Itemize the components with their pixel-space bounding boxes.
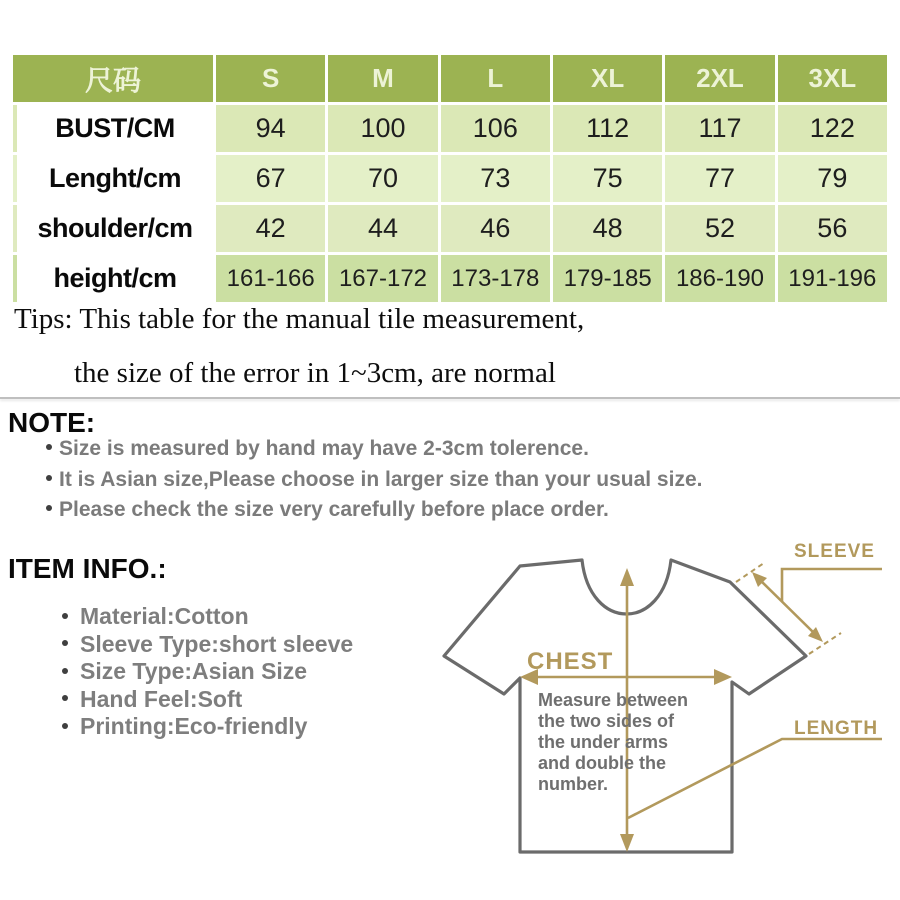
bullet-icon	[62, 640, 68, 646]
value-cell: 46	[441, 205, 550, 252]
size-label-header-cell: 尺码	[13, 55, 213, 102]
list-item-text: Printing:Eco-friendly	[80, 713, 308, 739]
note-list	[46, 437, 702, 529]
size-header-cell: 2XL	[665, 55, 774, 102]
measure-note-line: the under arms	[538, 732, 669, 752]
value-cell: 79	[778, 155, 887, 202]
size-header-cell: 3XL	[778, 55, 887, 102]
measure-note-line: and double the	[538, 753, 666, 773]
measure-note-line: number.	[538, 774, 609, 794]
bullet-icon	[62, 613, 68, 619]
list-item	[62, 686, 353, 714]
length-label: LENGTH	[794, 718, 879, 739]
list-item	[46, 437, 702, 468]
list-item	[46, 498, 702, 529]
value-cell: 77	[665, 155, 774, 202]
bullet-icon	[62, 695, 68, 701]
value-cell: 106	[441, 105, 550, 152]
chest-label: CHEST	[527, 648, 614, 675]
value-cell: 44	[328, 205, 437, 252]
value-cell: 161-166	[216, 255, 325, 302]
size-table-header-row	[13, 55, 887, 102]
value-cell: 56	[778, 205, 887, 252]
list-item-text: Sleeve Type:short sleeve	[80, 630, 354, 657]
size-header-cell: L	[441, 55, 550, 102]
row-label-cell: Lenght/cm	[13, 155, 213, 202]
list-item	[62, 658, 353, 686]
table-row	[13, 205, 887, 252]
value-cell: 186-190	[665, 255, 774, 302]
list-item	[62, 631, 353, 659]
item-info-list	[62, 603, 353, 741]
sleeve-callout-line	[782, 569, 882, 602]
value-cell: 191-196	[778, 255, 887, 302]
value-cell: 122	[778, 105, 887, 152]
value-cell: 112	[553, 105, 662, 152]
list-item-text: Please check the size very carefully before place order.	[59, 498, 609, 521]
list-item	[62, 603, 353, 631]
sleeve-label: SLEEVE	[794, 541, 875, 562]
value-cell: 179-185	[553, 255, 662, 302]
list-item-text: Material:Cotton	[80, 603, 249, 629]
bullet-icon	[62, 723, 68, 729]
section-divider	[0, 397, 900, 399]
table-row	[13, 255, 887, 302]
length-arrow-up-icon	[620, 568, 634, 586]
value-cell: 42	[216, 205, 325, 252]
value-cell: 100	[328, 105, 437, 152]
list-item-text: Size Type:Asian Size	[80, 658, 308, 684]
tips-line-1: Tips: This table for the manual tile measurement,	[14, 303, 585, 335]
item-info-heading: ITEM INFO.:	[8, 553, 167, 584]
row-label-cell: shoulder/cm	[13, 205, 213, 252]
value-cell: 173-178	[441, 255, 550, 302]
bullet-icon	[62, 668, 68, 674]
size-header-cell: S	[216, 55, 325, 102]
list-item	[62, 713, 353, 741]
value-cell: 94	[216, 105, 325, 152]
note-heading: NOTE:	[8, 407, 96, 438]
value-cell: 67	[216, 155, 325, 202]
measure-note-line: Measure between	[538, 690, 689, 710]
row-label-cell: BUST/CM	[13, 105, 213, 152]
value-cell: 167-172	[328, 255, 437, 302]
table-row	[13, 155, 887, 202]
size-header-cell: XL	[553, 55, 662, 102]
row-label-cell: height/cm	[13, 255, 213, 302]
tips-line-2: the size of the error in 1~3cm, are normal	[74, 357, 556, 389]
table-row	[13, 105, 887, 152]
measure-note-line: the two sides of	[538, 711, 675, 731]
value-cell: 48	[553, 205, 662, 252]
value-cell: 52	[665, 205, 774, 252]
size-header-cell: M	[328, 55, 437, 102]
bullet-icon	[46, 505, 52, 511]
tshirt-measure-diagram	[430, 530, 900, 880]
list-item	[46, 468, 702, 499]
value-cell: 75	[553, 155, 662, 202]
list-item-text: Size is measured by hand may have 2-3cm tolerence.	[59, 437, 589, 460]
bullet-icon	[46, 475, 52, 481]
value-cell: 73	[441, 155, 550, 202]
size-table	[10, 52, 890, 305]
value-cell: 117	[665, 105, 774, 152]
list-item-text: It is Asian size,Please choose in larger size than your usual size.	[59, 467, 703, 491]
value-cell: 70	[328, 155, 437, 202]
list-item-text: Hand Feel:Soft	[80, 685, 243, 712]
bullet-icon	[46, 444, 52, 450]
